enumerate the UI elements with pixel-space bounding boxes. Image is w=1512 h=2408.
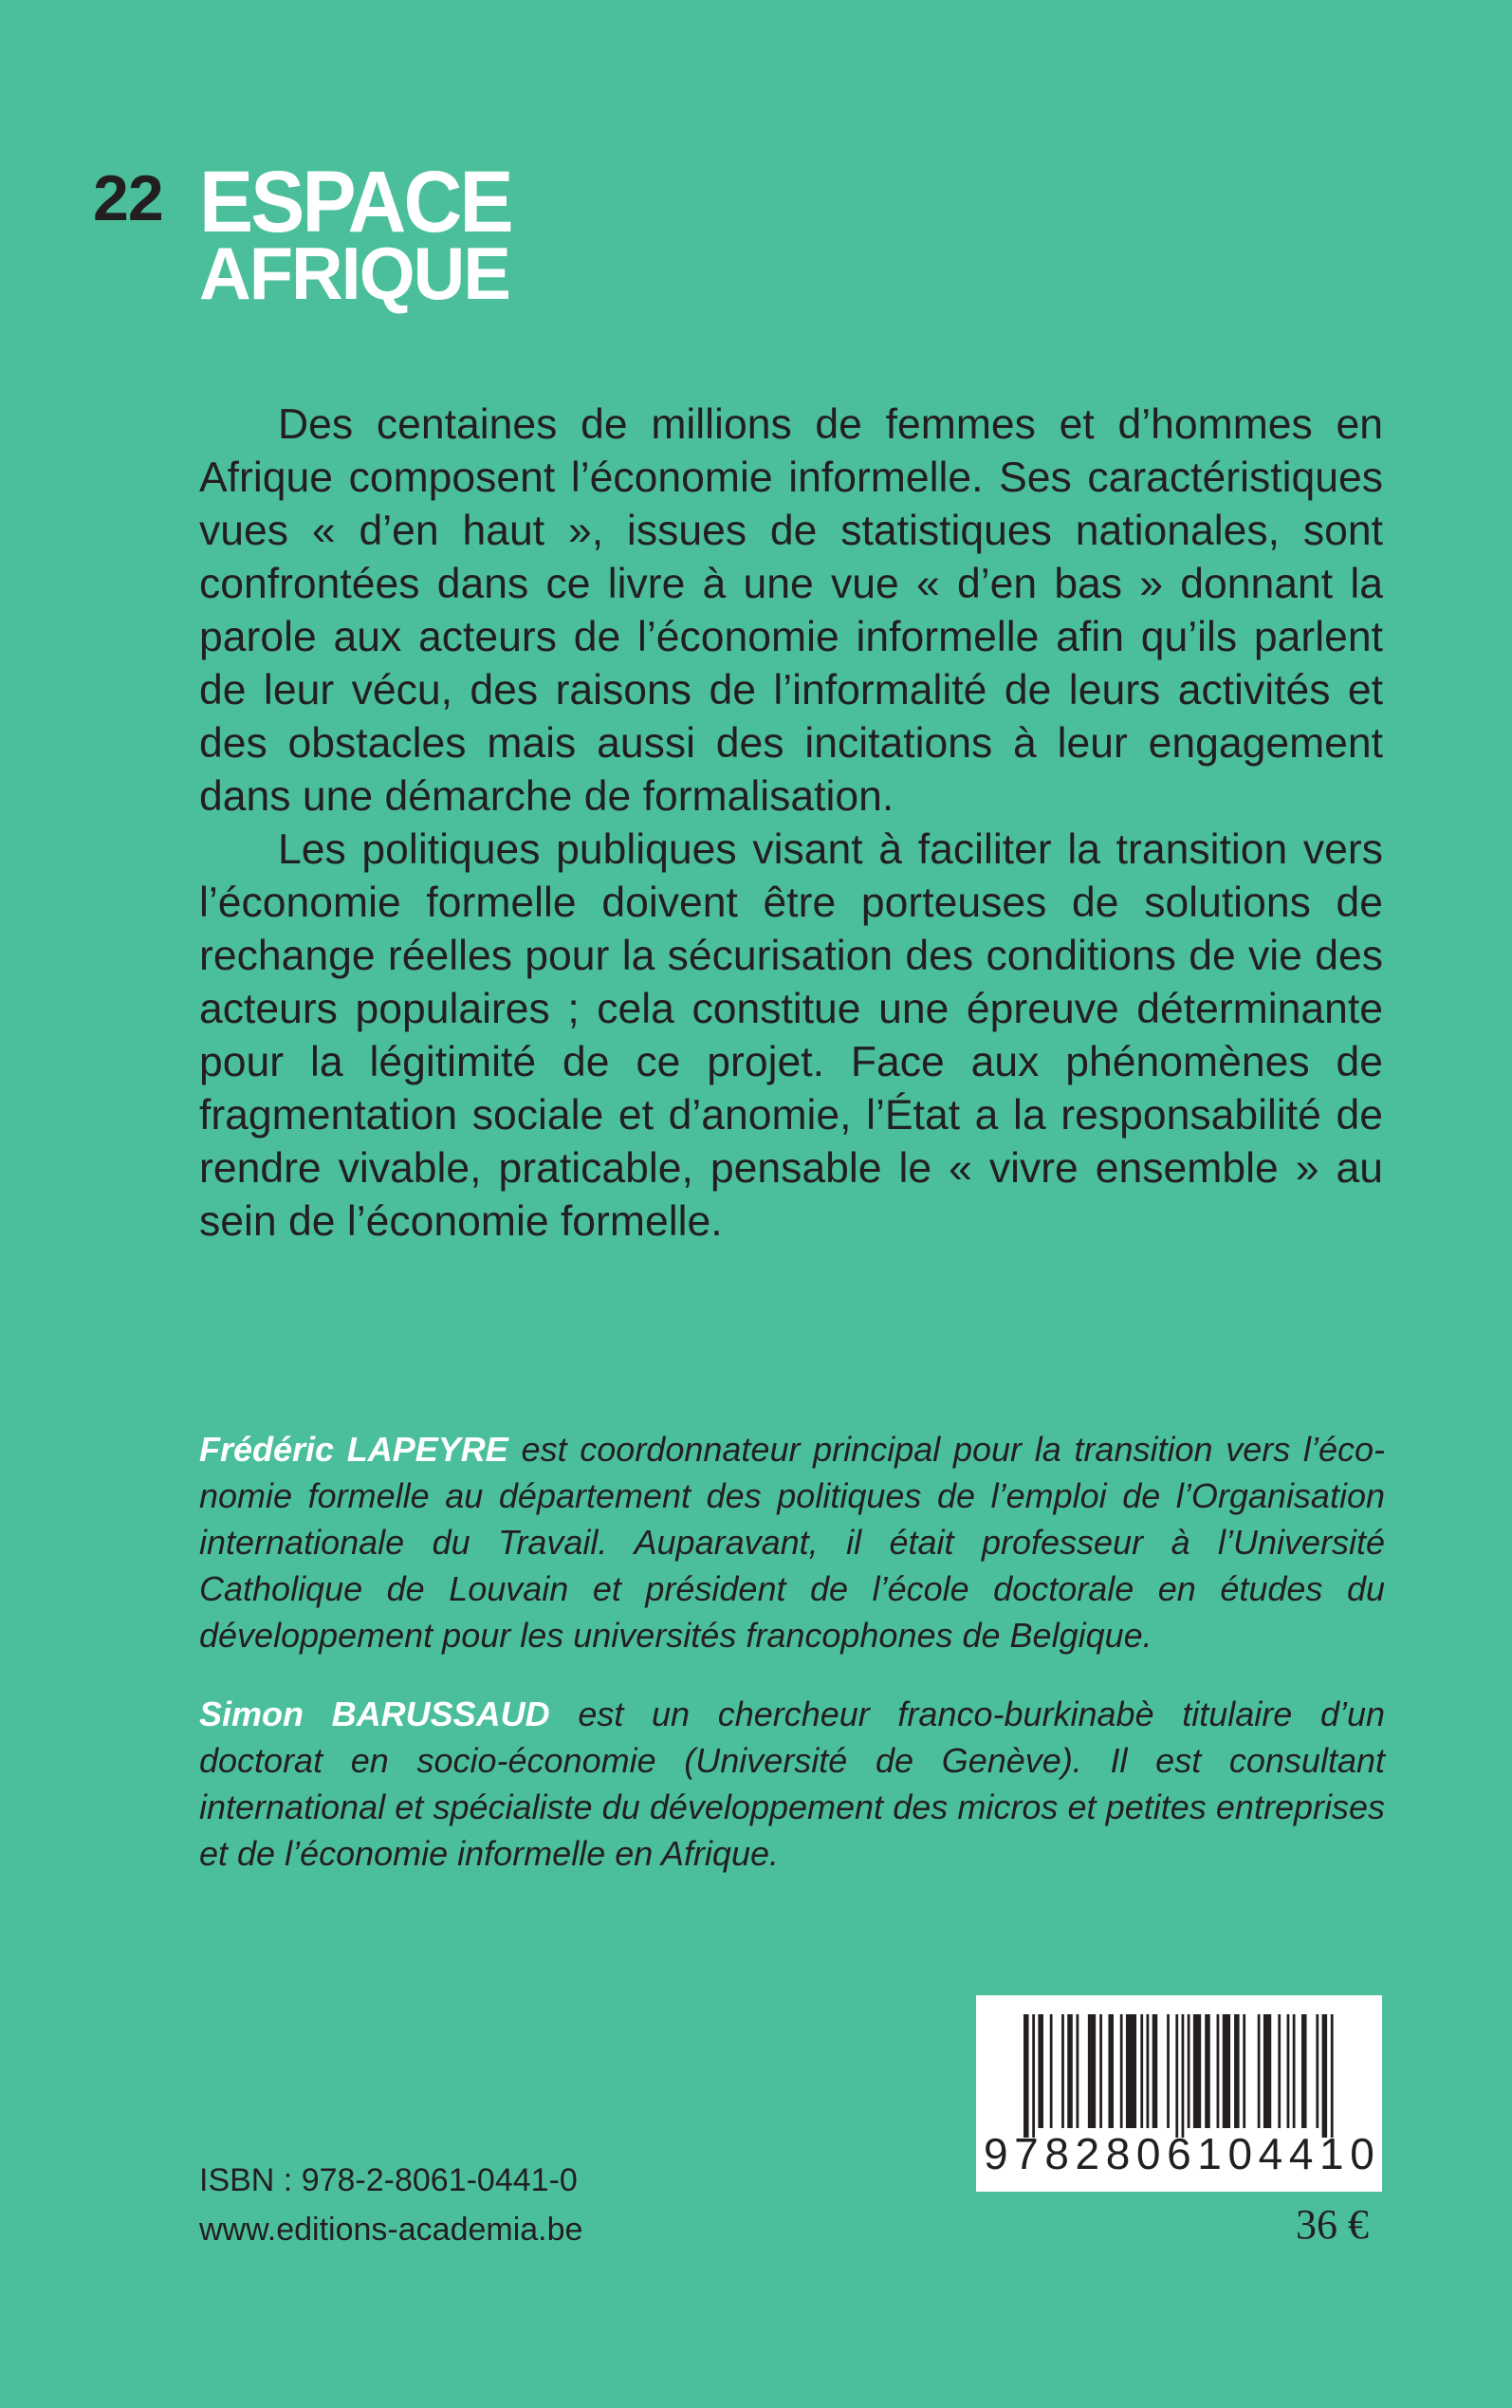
barcode-bar: [1243, 2014, 1245, 2128]
barcode-bar: [1120, 2014, 1123, 2128]
summary-paragraph: Des centaines de millions de femmes et d’hommes en Afrique composent l’économie informelle. Ses caractéristiques vues « d’en haut », issues de statistiques nationales, sont confrontées dans ce livre à une vue « d’en bas » donnant la parole aux acteurs de l’économie informelle afin qu’ils parlent de leur vécu, des raisons de l’informalité de leurs activités et des obstacles mais aussi des incitations à leur engagement dans une démarche de formalisation.: [199, 401, 1383, 820]
price: 36 €: [1296, 2201, 1369, 2248]
barcode-bar: [1188, 2014, 1190, 2128]
barcode-bar: [1287, 2014, 1290, 2128]
barcode-bar: [1061, 2014, 1064, 2128]
barcode-bar: [1140, 2014, 1143, 2128]
barcode-bar: [1293, 2014, 1296, 2128]
barcode-bar: [1147, 2014, 1150, 2128]
barcode-bar: [1088, 2014, 1096, 2128]
author-name: Frédéric LAPEYRE: [199, 1430, 508, 1469]
series-title-line2: AFRIQUE: [199, 231, 509, 315]
barcode-bar: [1205, 2014, 1210, 2128]
barcode-bar: [1234, 2014, 1240, 2128]
barcode-bar: [1258, 2014, 1261, 2128]
barcode-bar: [1099, 2014, 1102, 2128]
barcode: [976, 1995, 1382, 2192]
author-name: Simon BARUSSAUD: [199, 1695, 550, 1733]
author-bio-text: est un chercheur franco-burkinabè titulaire d’un doctorat en socio-économie (Université de Genève). Il est consultant international et spécialiste du développement des micros et petites entreprises et de l’économie informelle en Afrique.: [199, 1695, 1386, 1873]
barcode-bar: [1182, 2014, 1185, 2138]
barcode-bar: [1223, 2014, 1230, 2128]
barcode-bar: [1263, 2014, 1271, 2128]
barcode-bar: [1152, 2014, 1158, 2128]
barcode-digits: 9782806104410: [984, 2129, 1381, 2178]
author-bio-text: est coordonnateur principal pour la transition vers l’économie formelle au département des politiques de l’emploi de l’Organisation internationale du Travail. Auparavant, il était professeur à l’Université Catholique de Louvain et président de l’école doctorale en études du développement pour les universités francophones de Belgique.: [199, 1430, 1385, 1655]
author-bio-barussaud: [199, 1691, 1385, 1877]
barcode-bar: [1193, 2014, 1201, 2128]
author-bio-lapeyre: [199, 1426, 1385, 1658]
barcode-bar: [1023, 2014, 1029, 2138]
isbn: ISBN : 978-2-8061-0441-0: [199, 2162, 578, 2198]
publisher-website: www.editions-academia.be: [199, 2212, 583, 2248]
barcode-bar: [1316, 2014, 1318, 2128]
barcode-bar: [1077, 2014, 1079, 2128]
book-summary: [199, 398, 1383, 1249]
barcode-bar: [1175, 2014, 1178, 2138]
barcode-bar: [1217, 2014, 1220, 2128]
barcode-bar: [1032, 2014, 1035, 2138]
series-number: 22: [93, 162, 163, 234]
barcode-bar: [1126, 2014, 1136, 2128]
barcode-bars: [1023, 2014, 1337, 2138]
summary-paragraph: Les politiques publiques visant à faciliter la transition vers l’économie formelle doivent être porteuses de solutions de rechange réelles pour la sécurisation des conditions de vie des acteurs populaires ; cela constitue une épreuve déterminante pour la légitimité de ce projet. Face aux phénomènes de fragmentation sociale et d’anomie, l’État a la responsabilité de rendre vivable, praticable, pensable le « vivre ensemble » au sein de l’économie formelle.: [199, 826, 1383, 1245]
barcode-bar: [1322, 2014, 1328, 2138]
barcode-bar: [1050, 2014, 1053, 2128]
barcode-bar: [1331, 2014, 1334, 2138]
barcode-bar: [1067, 2014, 1073, 2128]
barcode-bar: [1108, 2014, 1114, 2128]
barcode-bar: [1278, 2014, 1281, 2128]
series-title: [199, 154, 535, 315]
barcode-bar: [1301, 2014, 1307, 2128]
barcode-bar: [1038, 2014, 1043, 2128]
barcode-bar: [1167, 2014, 1170, 2128]
series-title-line1: ESPACE: [199, 154, 511, 250]
